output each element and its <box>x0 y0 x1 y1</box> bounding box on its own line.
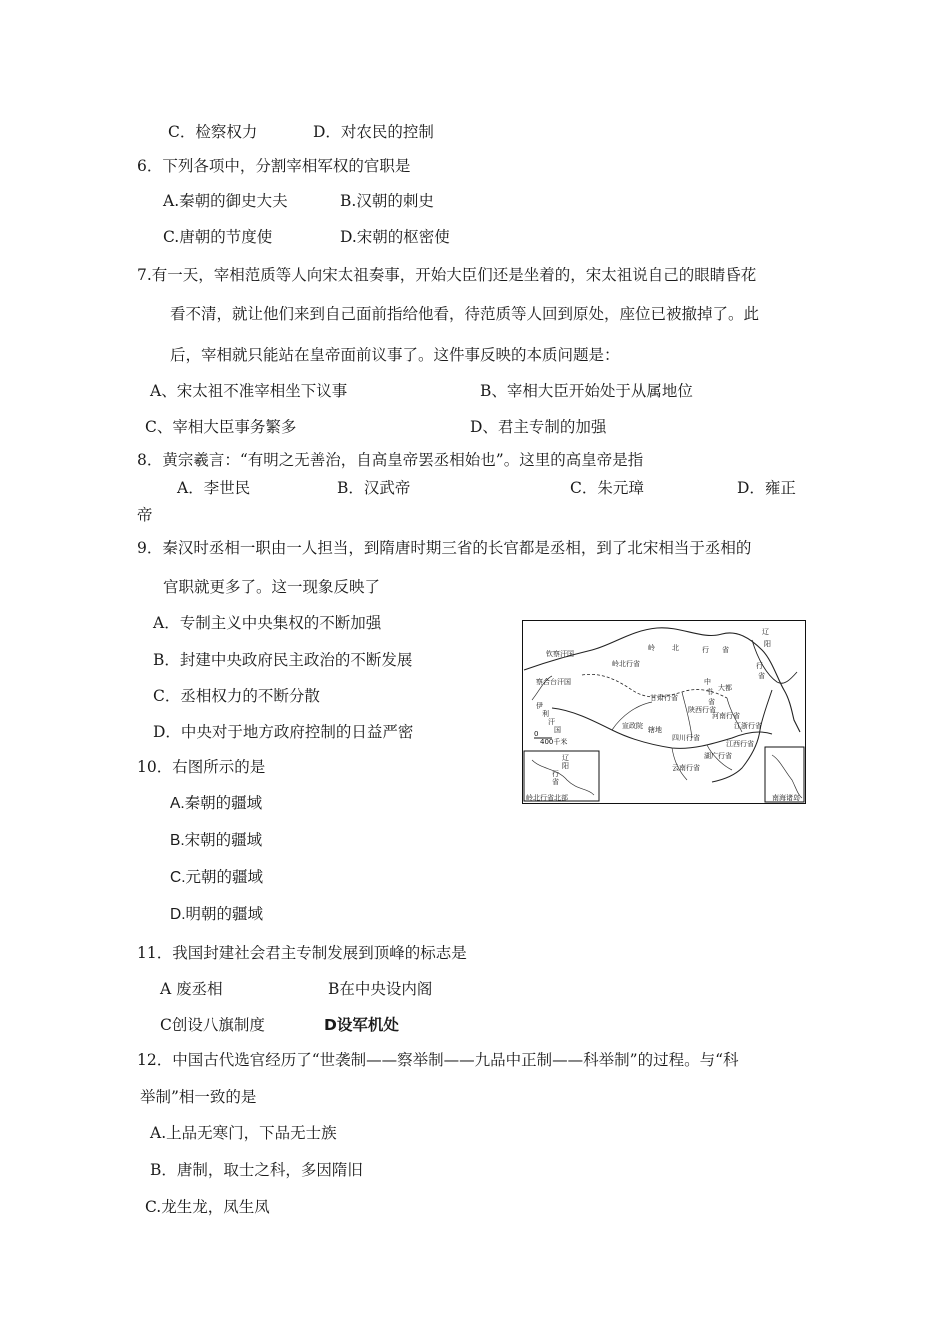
map-label: 甘肃行省 <box>650 694 678 702</box>
map-label: 省 <box>722 646 729 654</box>
map-label: 云南行省 <box>672 764 700 772</box>
q11-option-b: B在中央设内阁 <box>328 980 433 998</box>
map-label: 岭 <box>648 644 655 652</box>
q7-stem-line1: 7.有一天，宰相范质等人向宋太祖奏事，开始大臣们还是坐着的，宋太祖说自己的眼睛昏花 <box>137 266 757 284</box>
map-label: 省 <box>708 698 715 706</box>
map-label: 辽 <box>762 628 769 636</box>
q5-option-c: C．检察权力 <box>168 123 258 141</box>
map-label: 省 <box>552 778 559 786</box>
map-label: 行 <box>702 646 709 654</box>
map-label: 400千米 <box>540 738 568 746</box>
map-label: 江浙行省 <box>734 722 762 730</box>
q8-option-a: A．李世民 <box>177 479 251 497</box>
q8-option-d-wrap: 帝 <box>137 506 153 524</box>
map-label: 北 <box>672 644 679 652</box>
q11-stem: 11．我国封建社会君主专制发展到顶峰的标志是 <box>137 944 467 962</box>
q7-option-d: D、君主专制的加强 <box>470 418 607 436</box>
q8-option-c: C．朱元璋 <box>570 479 644 497</box>
q12-option-c: C.龙生龙，凤生凤 <box>145 1198 270 1216</box>
q6-option-b: B.汉朝的刺史 <box>340 192 434 210</box>
map-label: 中 <box>704 678 711 686</box>
q11-option-d: D设军机处 <box>324 1016 399 1034</box>
q7-option-c: C、宰相大臣事务繁多 <box>145 418 297 436</box>
q8-stem: 8．黄宗羲言：“有明之无善治，自高皇帝罢丞相始也”。这里的高皇帝是指 <box>137 451 644 469</box>
q11-option-c: C创设八旗制度 <box>160 1016 265 1034</box>
map-label: 行 <box>552 770 559 778</box>
q8-option-b: B．汉武帝 <box>337 479 411 497</box>
map-label: 岭北行省 <box>612 660 640 668</box>
q9-stem-line1: 9．秦汉时丞相一职由一人担当，到隋唐时期三省的长官都是丞相，到了北宋相当于丞相的 <box>137 539 752 557</box>
map-label: 阳 <box>562 762 569 770</box>
q7-option-a: A、宋太祖不准宰相坐下议事 <box>150 382 348 400</box>
q12-stem-line1: 12．中国古代选官经历了“世袭制——察举制——九品中正制——科举制”的过程。与“科 <box>137 1051 739 1069</box>
q6-option-a: A.秦朝的御史大夫 <box>163 192 288 210</box>
map-label: 宣政院 <box>622 722 643 730</box>
map-label: 汗 <box>548 718 555 726</box>
q10-option-c: C.元朝的疆域 <box>170 869 264 886</box>
map-label: 利 <box>542 710 549 718</box>
map-label: 0 <box>534 730 539 738</box>
q6-option-c: C.唐朝的节度使 <box>163 228 273 246</box>
q6-stem: 6．下列各项中，分割宰相军权的官职是 <box>137 157 411 175</box>
q7-option-b: B、宰相大臣开始处于从属地位 <box>480 382 693 400</box>
map-label: 岭北行省北部 <box>526 794 568 802</box>
q12-stem-line2: 举制”相一致的是 <box>140 1088 257 1106</box>
map-label: 国 <box>554 726 561 734</box>
q10-option-b: B.宋朝的疆域 <box>170 832 263 849</box>
map-label: 南海诸岛 <box>772 794 800 802</box>
q9-option-c: C．丞相权力的不断分散 <box>153 687 320 705</box>
q11-option-a: A 废丞相 <box>160 980 223 998</box>
q8-option-d: D．雍正 <box>737 479 796 497</box>
map-label: 辽 <box>562 754 569 762</box>
map-label: 察合台汗国 <box>536 678 571 686</box>
map-label: 省 <box>758 672 765 680</box>
q7-stem-line3: 后，宰相就只能站在皇帝面前议事了。这件事反映的本质问题是： <box>170 346 620 364</box>
map-label: 江西行省 <box>726 740 754 748</box>
q10-stem: 10．右图所示的是 <box>137 758 266 776</box>
map-label: 行 <box>756 662 763 670</box>
q9-option-d: D．中央对于地方政府控制的日益严密 <box>153 723 414 741</box>
map-label: 陕西行省 <box>688 706 716 714</box>
map-label: 大都 <box>718 684 732 692</box>
map-label: 湖广行省 <box>704 752 732 760</box>
q7-stem-line2: 看不清，就让他们来到自己面前指给他看，待范质等人回到原处，座位已被撤掉了。此 <box>170 305 760 323</box>
yuan-dynasty-map <box>522 620 806 804</box>
q12-option-a: A.上品无寒门，下品无士族 <box>150 1124 337 1142</box>
map-label: 辖地 <box>648 726 662 734</box>
map-label: 伊 <box>536 702 543 710</box>
q9-option-a: A．专制主义中央集权的不断加强 <box>153 614 382 632</box>
q12-option-b: B．唐制，取士之科，多因隋旧 <box>150 1161 363 1179</box>
map-label: 四川行省 <box>672 734 700 742</box>
map-label: 河南行省 <box>712 712 740 720</box>
map-label: 钦察汗国 <box>546 650 574 658</box>
q9-stem-line2: 官职就更多了。这一现象反映了 <box>163 578 381 596</box>
q10-option-d: D.明朝的疆域 <box>170 906 264 923</box>
q9-option-b: B．封建中央政府民主政治的不断发展 <box>153 651 413 669</box>
q10-option-a: A.秦朝的疆域 <box>170 795 263 812</box>
map-label: 阳 <box>764 640 771 648</box>
q5-option-d: D．对农民的控制 <box>313 123 434 141</box>
map-label: 书 <box>706 688 713 696</box>
q6-option-d: D.宋朝的枢密使 <box>340 228 450 246</box>
